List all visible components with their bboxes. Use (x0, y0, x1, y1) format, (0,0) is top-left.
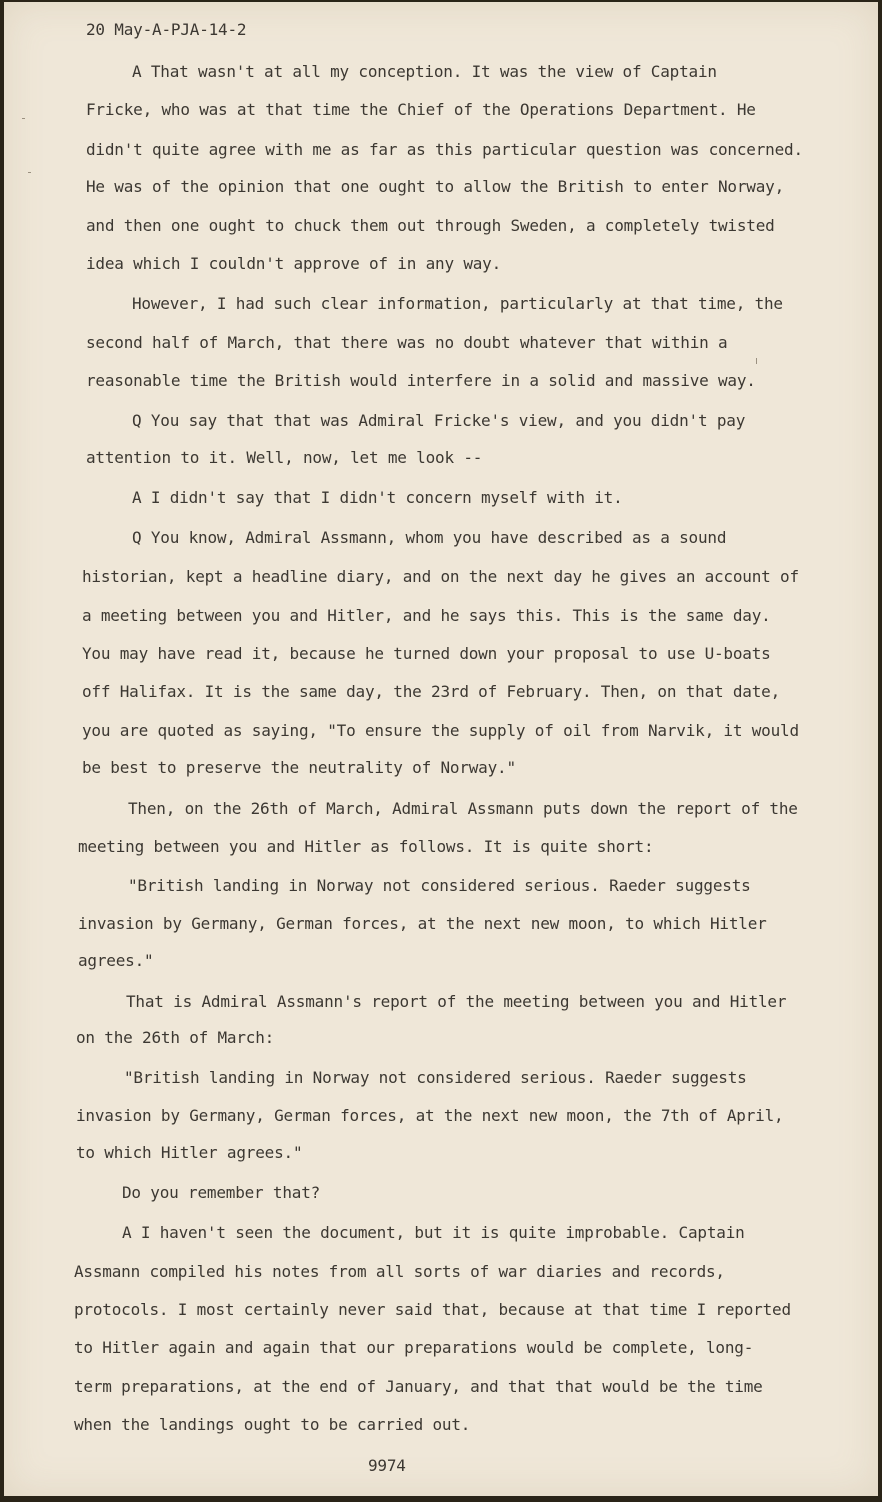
text-line: a meeting between you and Hitler, and he says this. This is the same day. (82, 606, 771, 625)
text-line: invasion by Germany, German forces, at the next new moon, the 7th of April, (76, 1106, 784, 1125)
text-line: That is Admiral Assmann's report of the meeting between you and Hitler (126, 992, 787, 1011)
paper-mark (28, 172, 31, 173)
text-line: A That wasn't at all my conception. It was the view of Captain (132, 62, 717, 81)
text-line: off Halifax. It is the same day, the 23rd of February. Then, on that date, (82, 682, 781, 701)
text-line: and then one ought to chuck them out through Sweden, a completely twisted (86, 216, 775, 235)
text-line: A I haven't seen the document, but it is quite improbable. Captain (122, 1223, 745, 1242)
text-line: attention to it. Well, now, let me look -- (86, 448, 483, 467)
text-line: meeting between you and Hitler as follows. It is quite short: (78, 837, 654, 856)
text-line: invasion by Germany, German forces, at the next new moon, to which Hitler (78, 914, 767, 933)
text-line: He was of the opinion that one ought to allow the British to enter Norway, (86, 177, 785, 196)
text-line: you are quoted as saying, "To ensure the supply of oil from Narvik, it would (82, 721, 799, 740)
text-line: term preparations, at the end of January, and that that would be the time (74, 1377, 763, 1396)
text-line: A I didn't say that I didn't concern myself with it. (132, 488, 623, 507)
text-line: second half of March, that there was no doubt whatever that within a (86, 333, 728, 352)
text-line: on the 26th of March: (76, 1028, 275, 1047)
text-line: "British landing in Norway not considered serious. Raeder suggests (124, 1068, 747, 1087)
document-page (4, 2, 878, 1496)
text-line: protocols. I most certainly never said that, because at that time I reported (74, 1300, 791, 1319)
text-line: "British landing in Norway not considered serious. Raeder suggests (128, 876, 751, 895)
text-line: Then, on the 26th of March, Admiral Assmann puts down the report of the (128, 799, 798, 818)
text-line: to Hitler again and again that our preparations would be complete, long- (74, 1338, 754, 1357)
text-line: didn't quite agree with me as far as this particular question was concerned. (86, 140, 803, 159)
text-line: Do you remember that? (122, 1183, 321, 1202)
text-line: idea which I couldn't approve of in any way. (86, 254, 502, 273)
paper-mark (756, 358, 757, 364)
text-line: agrees." (78, 951, 154, 970)
text-line: historian, kept a headline diary, and on the next day he gives an account of (82, 567, 799, 586)
text-line: Assmann compiled his notes from all sorts of war diaries and records, (74, 1262, 725, 1281)
page-number: 9974 (368, 1456, 406, 1475)
text-line: when the landings ought to be carried out. (74, 1415, 471, 1434)
text-line: Fricke, who was at that time the Chief of the Operations Department. He (86, 100, 756, 119)
paper-mark (22, 118, 25, 119)
text-line: Q You say that that was Admiral Fricke's view, and you didn't pay (132, 411, 746, 430)
page-header: 20 May-A-PJA-14-2 (86, 20, 247, 39)
text-line: to which Hitler agrees." (76, 1143, 303, 1162)
text-line: However, I had such clear information, particularly at that time, the (132, 294, 783, 313)
text-line: reasonable time the British would interfere in a solid and massive way. (86, 371, 756, 390)
text-line: You may have read it, because he turned down your proposal to use U-boats (82, 644, 771, 663)
text-line: Q You know, Admiral Assmann, whom you have described as a sound (132, 528, 727, 547)
text-line: be best to preserve the neutrality of Norway." (82, 758, 516, 777)
